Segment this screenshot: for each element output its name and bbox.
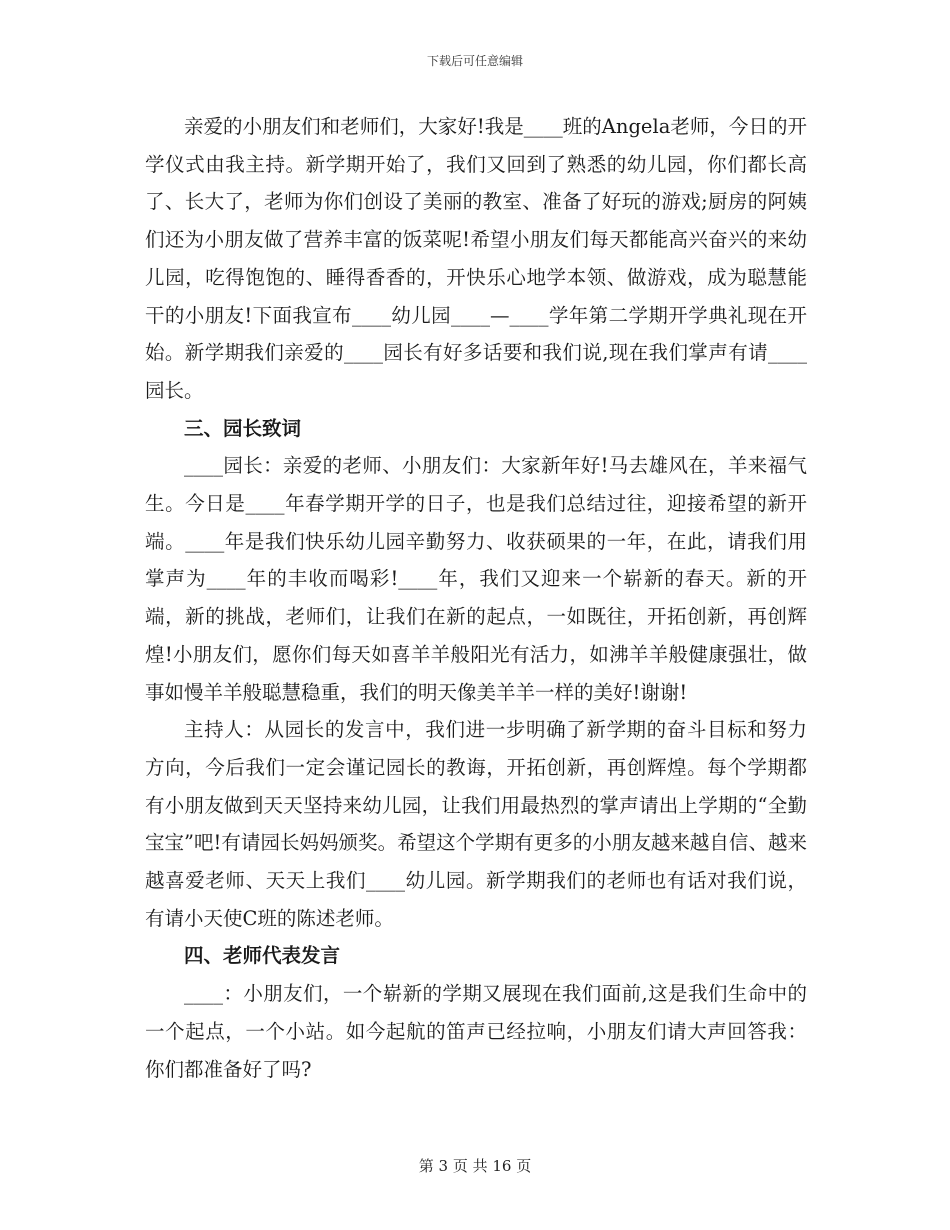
page-header: 下载后可任意编辑 (426, 54, 523, 68)
paragraph-host-transition: 主持人：从园长的发言中，我们进一步明确了新学期的奋斗目标和努力方向，今后我们一定会谨记园长的教诲，开拓创新，再创辉煌。每个学期都有小朋友做到天天坚持来幼儿园，让我们用最热烈的掌声请出上学期的“全勤宝宝”吧!有请园长妈妈颁奖。希望这个学期有更多的小朋友越来越自信、越来越喜爱老师、天天上我们____幼儿园。新学期我们的老师也有话对我们说，有请小天使C班的陈述老师。 (145, 718, 807, 930)
document-body (145, 108, 807, 1088)
paragraph-principal-speech: ____园长：亲爱的老师、小朋友们：大家新年好!马去雄风在，羊来福气生。今日是____年春学期开学的日子，也是我们总结过往，迎接希望的新开端。____年是我们快乐幼儿园辛勤努力、收获硕果的一年，在此，请我们用掌声为____年的丰收而喝彩!____年，我们又迎来一个崭新的春天。新的开端，新的挑战，老师们，让我们在新的起点，一如既往，开拓创新，再创辉煌!小朋友们，愿你们每天如喜羊羊般阳光有活力，如沸羊羊般健康强壮，做事如慢羊羊般聪慧稳重，我们的明天像美羊羊一样的美好!谢谢! (145, 454, 807, 704)
page-number: 第 3 页 共 16 页 (418, 1157, 532, 1175)
paragraph-teacher-speech: ____：小朋友们，一个崭新的学期又展现在我们面前,这是我们生命中的一个起点，一个小站。如今起航的笛声已经拉响，小朋友们请大声回答我：你们都准备好了吗? (145, 982, 807, 1081)
paragraph-host-opening: 亲爱的小朋友们和老师们，大家好!我是____班的Angela老师，今日的开学仪式由我主持。新学期开始了，我们又回到了熟悉的幼儿园，你们都长高了、长大了，老师为你们创设了美丽的教室、准备了好玩的游戏;厨房的阿姨们还为小朋友做了营养丰富的饭菜呢!希望小朋友们每天都能高兴奋兴的来幼儿园，吃得饱饱的、睡得香香的，开快乐心地学本领、做游戏，成为聪慧能干的小朋友!下面我宣布____幼儿园____—____学年第二学期开学典礼现在开始。新学期我们亲爱的____园长有好多话要和我们说,现在我们掌声有请____园长。 (145, 115, 807, 402)
section-heading-teacher-speech: 四、老师代表发言 (184, 944, 341, 968)
section-heading-principal-speech: 三、园长致词 (184, 416, 302, 440)
